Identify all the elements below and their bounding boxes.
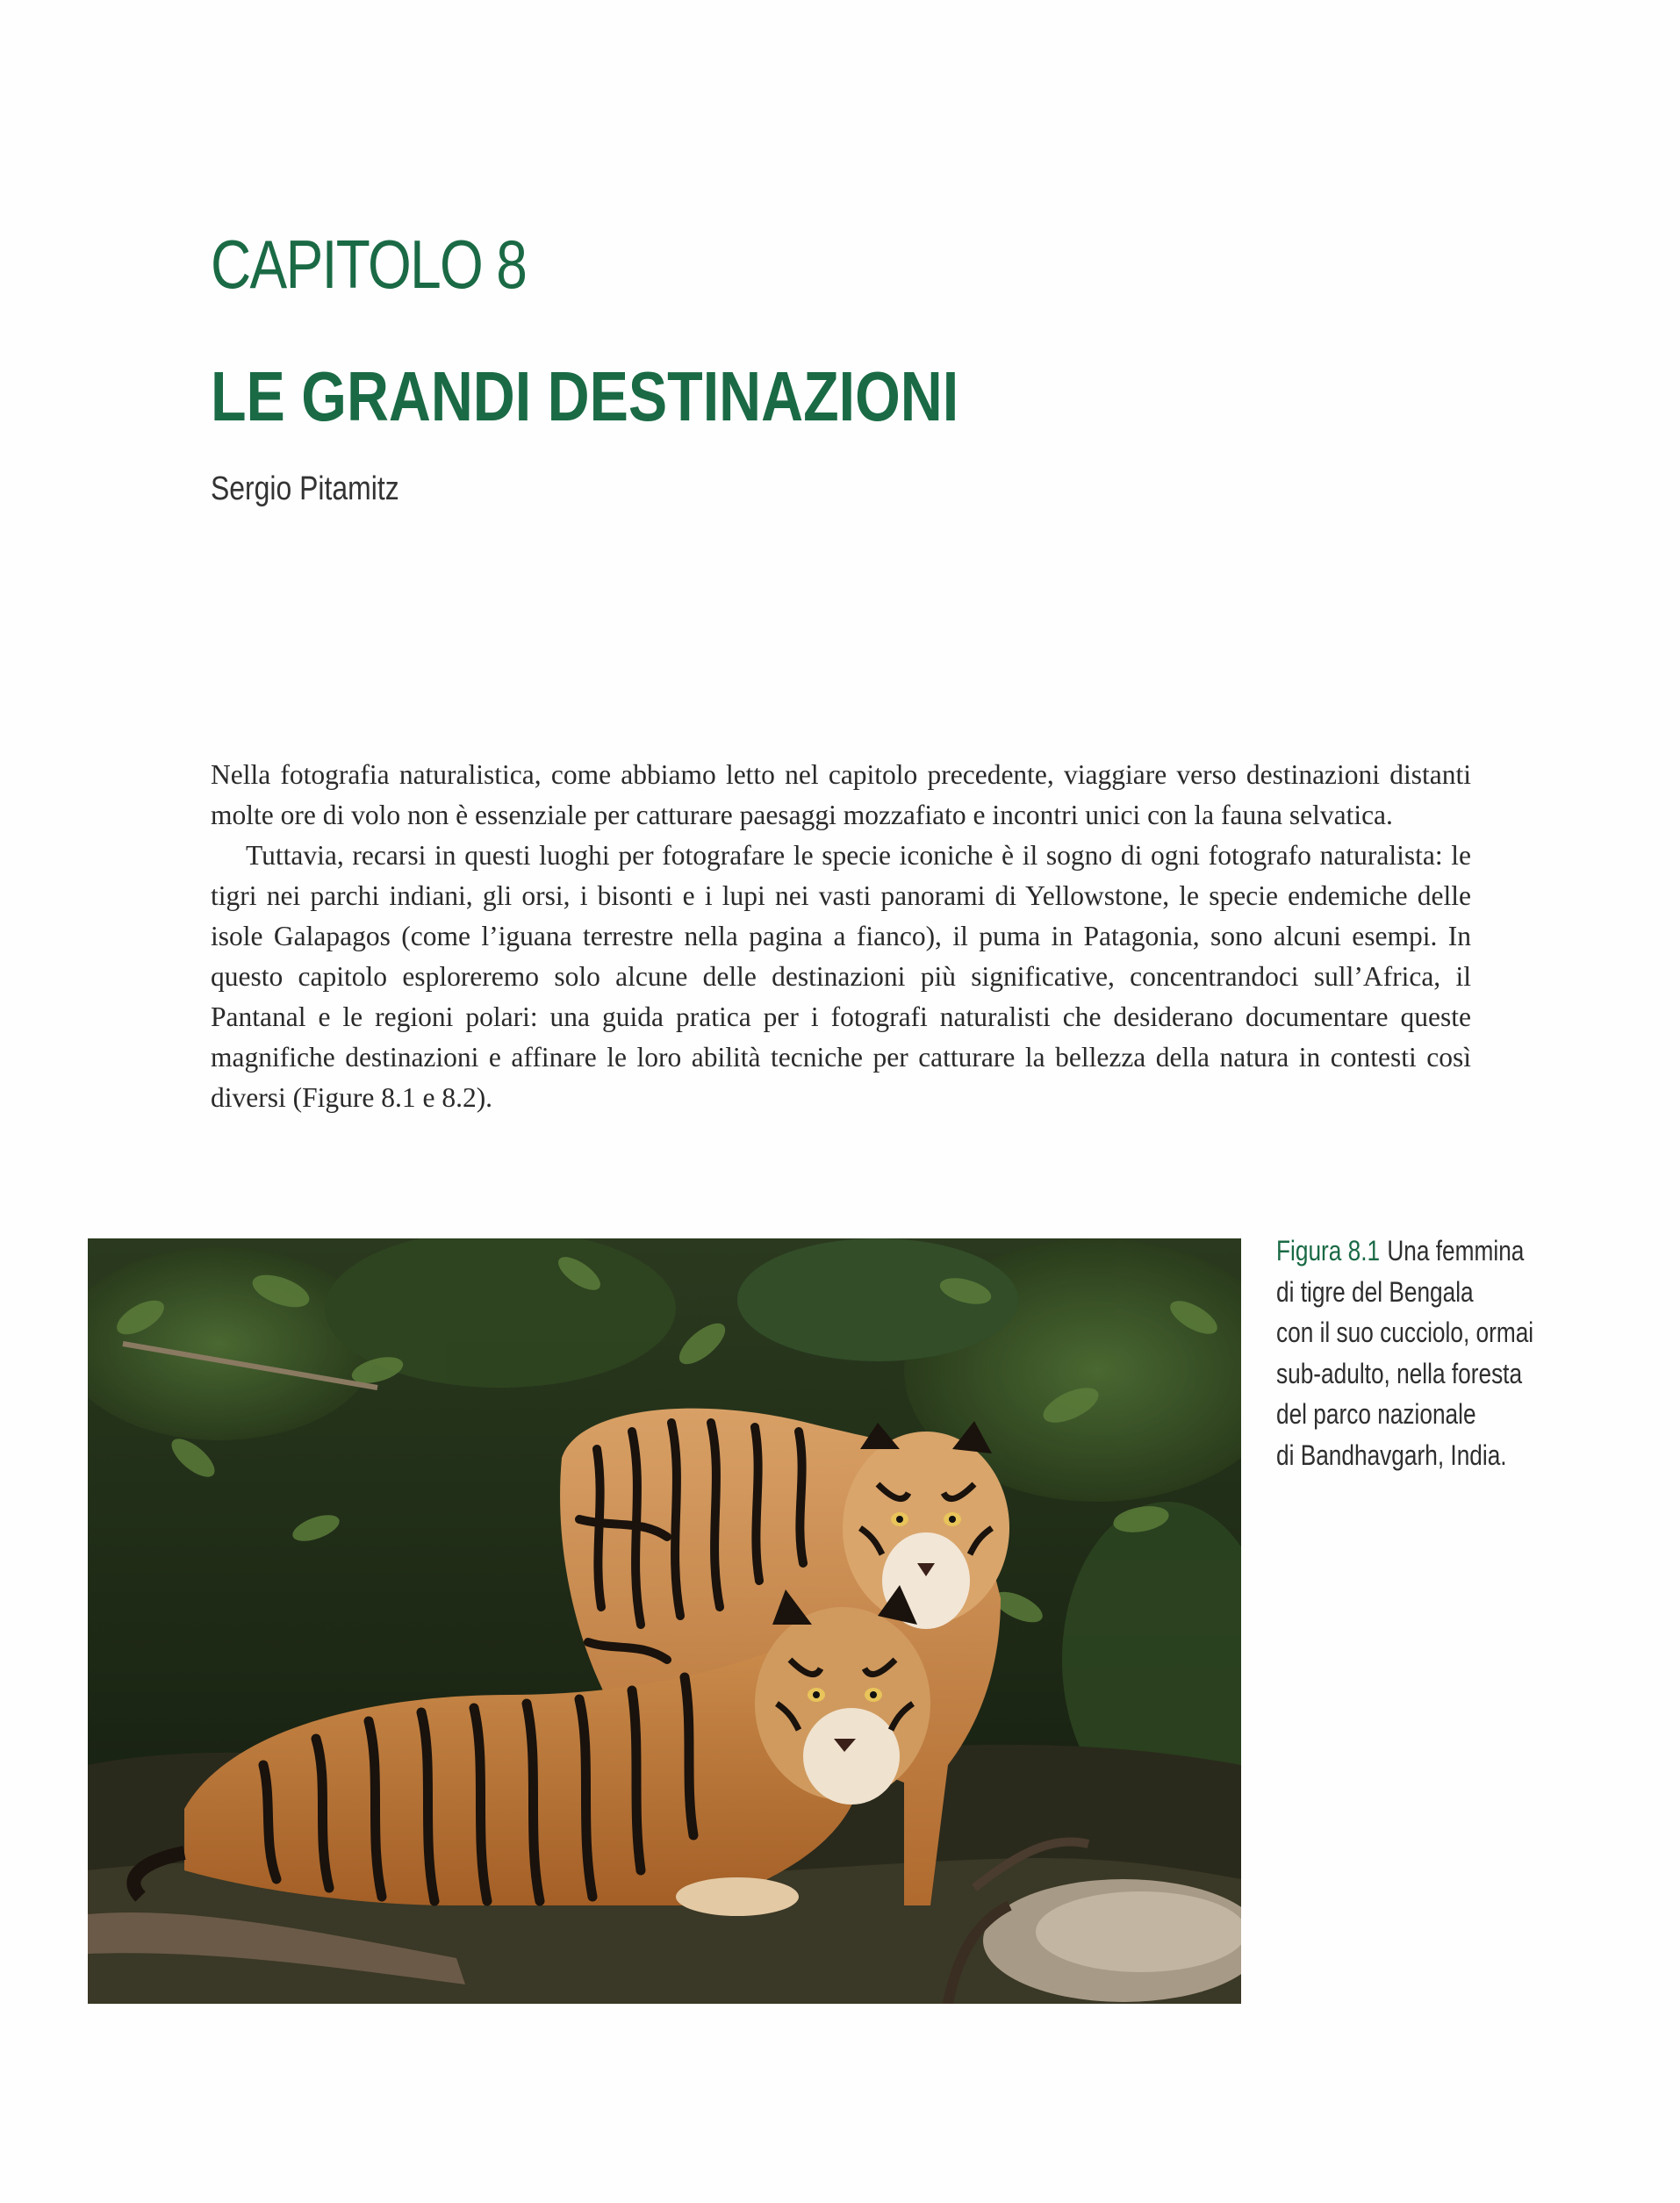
caption-line-1 bbox=[1276, 1231, 1525, 1272]
tiger-photo-illustration bbox=[88, 1238, 1241, 2004]
figure-label: Figura 8.1 bbox=[1276, 1235, 1381, 1267]
body-text bbox=[211, 755, 1471, 1118]
caption-line-3: con il suo cucciolo, ormai bbox=[1276, 1317, 1534, 1348]
figure-caption bbox=[1276, 1231, 1534, 1475]
caption-line-4: sub-adulto, nella foresta bbox=[1276, 1357, 1523, 1389]
paragraph-2: Tuttavia, recarsi in questi luoghi per fotografare le specie iconiche è il sogno di ogni fotografo naturalista: le tigri nei parchi indiani, gli orsi, i bisonti e i lupi nei vasti panorami di Yellowstone, le specie endemiche delle isole Galapagos (come l’iguana terrestre nella pagina a fianco), il puma in Patagonia, sono alcuni esempi. In questo capitolo esploreremo solo alcune delle destinazioni più significative, concentrandoci sull’Africa, il Pantanal e le regioni polari: una guida pratica per i fotografi naturalisti che desiderano documentare queste magnifiche destinazioni e affinare le loro abilità tecniche per catturare la bellezza della natura in contesti così diversi (Figure 8.1 e 8.2). bbox=[211, 840, 1471, 1113]
caption-line-6: di Bandhavgarh, India. bbox=[1276, 1439, 1507, 1471]
caption-text-1: Una femmina bbox=[1387, 1235, 1525, 1267]
chapter-number: CAPITOLO 8 bbox=[211, 226, 527, 303]
caption-line-5: del parco nazionale bbox=[1276, 1398, 1476, 1430]
caption-line-2: di tigre del Bengala bbox=[1276, 1275, 1474, 1308]
chapter-author: Sergio Pitamitz bbox=[211, 470, 399, 507]
tiger-photo bbox=[88, 1238, 1241, 2004]
chapter-title: LE GRANDI DESTINAZIONI bbox=[211, 357, 959, 435]
paragraph-1: Nella fotografia naturalistica, come abbiamo letto nel capitolo precedente, viaggiare verso destinazioni distanti molte ore di volo non è essenziale per catturare paesaggi mozzafiato e incontri unici con la fauna selvatica. bbox=[211, 759, 1471, 830]
